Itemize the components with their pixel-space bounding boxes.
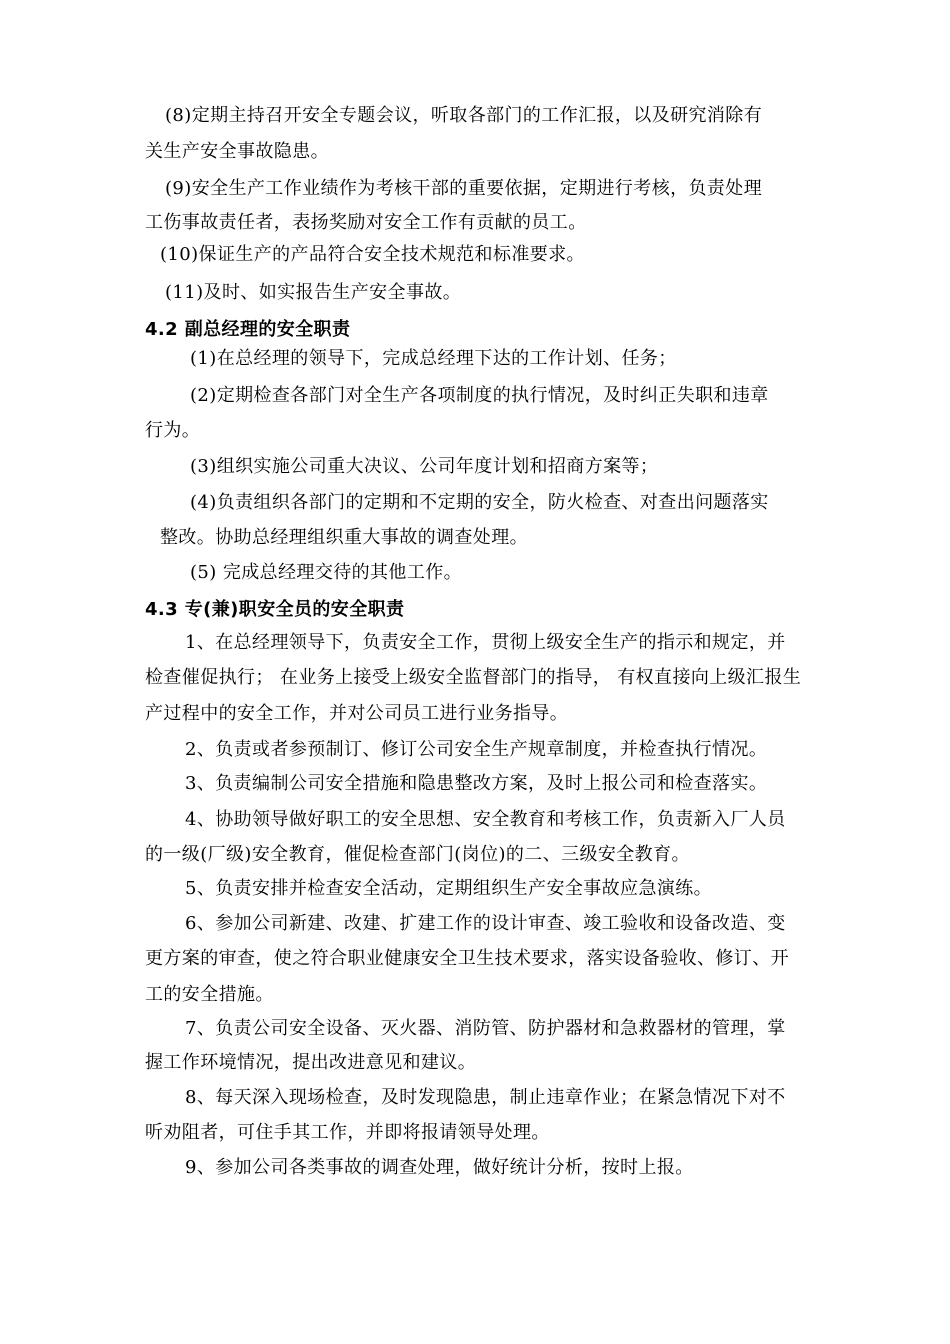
text-line: 更方案的审查，使之符合职业健康安全卫生技术要求，落实设备验收、修订、开 [145, 948, 789, 969]
text-line: 行为。 [145, 420, 201, 441]
text-line: 5、负责安排并检查安全活动，定期组织生产安全事故应急演练。 [185, 878, 713, 899]
text-line: 整改。协助总经理组织重大事故的调查处理。 [160, 527, 528, 548]
text-line: 工的安全措施。 [145, 984, 274, 1005]
text-line: 3、负责编制公司安全措施和隐患整改方案，及时上报公司和检查落实。 [185, 773, 768, 794]
text-line: 的一级(厂级)安全教育，催促检查部门(岗位)的二、三级安全教育。 [145, 844, 690, 865]
section-heading: 4.3 专(兼)职安全员的安全职责 [145, 599, 405, 620]
text-line: 检查催促执行； 在业务上接受上级安全监督部门的指导， 有权直接向上级汇报生 [145, 667, 802, 688]
text-line: (1)在总经理的领导下，完成总经理下达的工作计划、任务； [190, 348, 677, 369]
text-line: 关生产安全事故隐患。 [145, 141, 329, 162]
text-line: 产过程中的安全工作，并对公司员工进行业务指导。 [145, 703, 569, 724]
text-line: 7、负责公司安全设备、灭火器、消防管、防护器材和急救器材的管理，掌 [185, 1018, 786, 1039]
text-line: 8、每天深入现场检查，及时发现隐患，制止违章作业；在紧急情况下对不 [185, 1087, 786, 1108]
text-line: (5) 完成总经理交待的其他工作。 [190, 562, 463, 583]
text-line: (9)安全生产工作业绩作为考核干部的重要依据，定期进行考核，负责处理 [165, 178, 763, 199]
text-line: (4)负责组织各部门的定期和不定期的安全，防火检查、对查出问题落实 [190, 492, 769, 513]
text-line: (3)组织实施公司重大决议、公司年度计划和招商方案等； [190, 456, 659, 477]
text-line: 工伤事故责任者，表扬奖励对安全工作有贡献的员工。 [145, 212, 587, 233]
section-heading: 4.2 副总经理的安全职责 [145, 319, 351, 340]
text-line: 1、在总经理领导下，负责安全工作，贯彻上级安全生产的指示和规定，并 [185, 632, 786, 653]
text-line: 握工作环境情况，提出改进意见和建议。 [145, 1052, 477, 1073]
text-line: 2、负责或者参预制订、修订公司安全生产规章制度，并检查执行情况。 [185, 739, 768, 760]
text-line: 听劝阻者，可住手其工作，并即将报请领导处理。 [145, 1122, 550, 1143]
text-line: (8)定期主持召开安全专题会议，听取各部门的工作汇报，以及研究消除有 [165, 105, 763, 126]
text-line: (10)保证生产的产品符合安全技术规范和标准要求。 [160, 244, 585, 265]
text-line: 4、协助领导做好职工的安全思想、安全教育和考核工作，负责新入厂人员 [185, 809, 786, 830]
text-line: 9、参加公司各类事故的调查处理，做好统计分析，按时上报。 [185, 1157, 694, 1178]
text-line: (2)定期检查各部门对全生产各项制度的执行情况，及时纠正失职和违章 [190, 385, 769, 406]
text-line: (11)及时、如实报告生产安全事故。 [165, 282, 462, 303]
text-line: 6、参加公司新建、改建、扩建工作的设计审查、竣工验收和设备改造、变 [185, 913, 786, 934]
